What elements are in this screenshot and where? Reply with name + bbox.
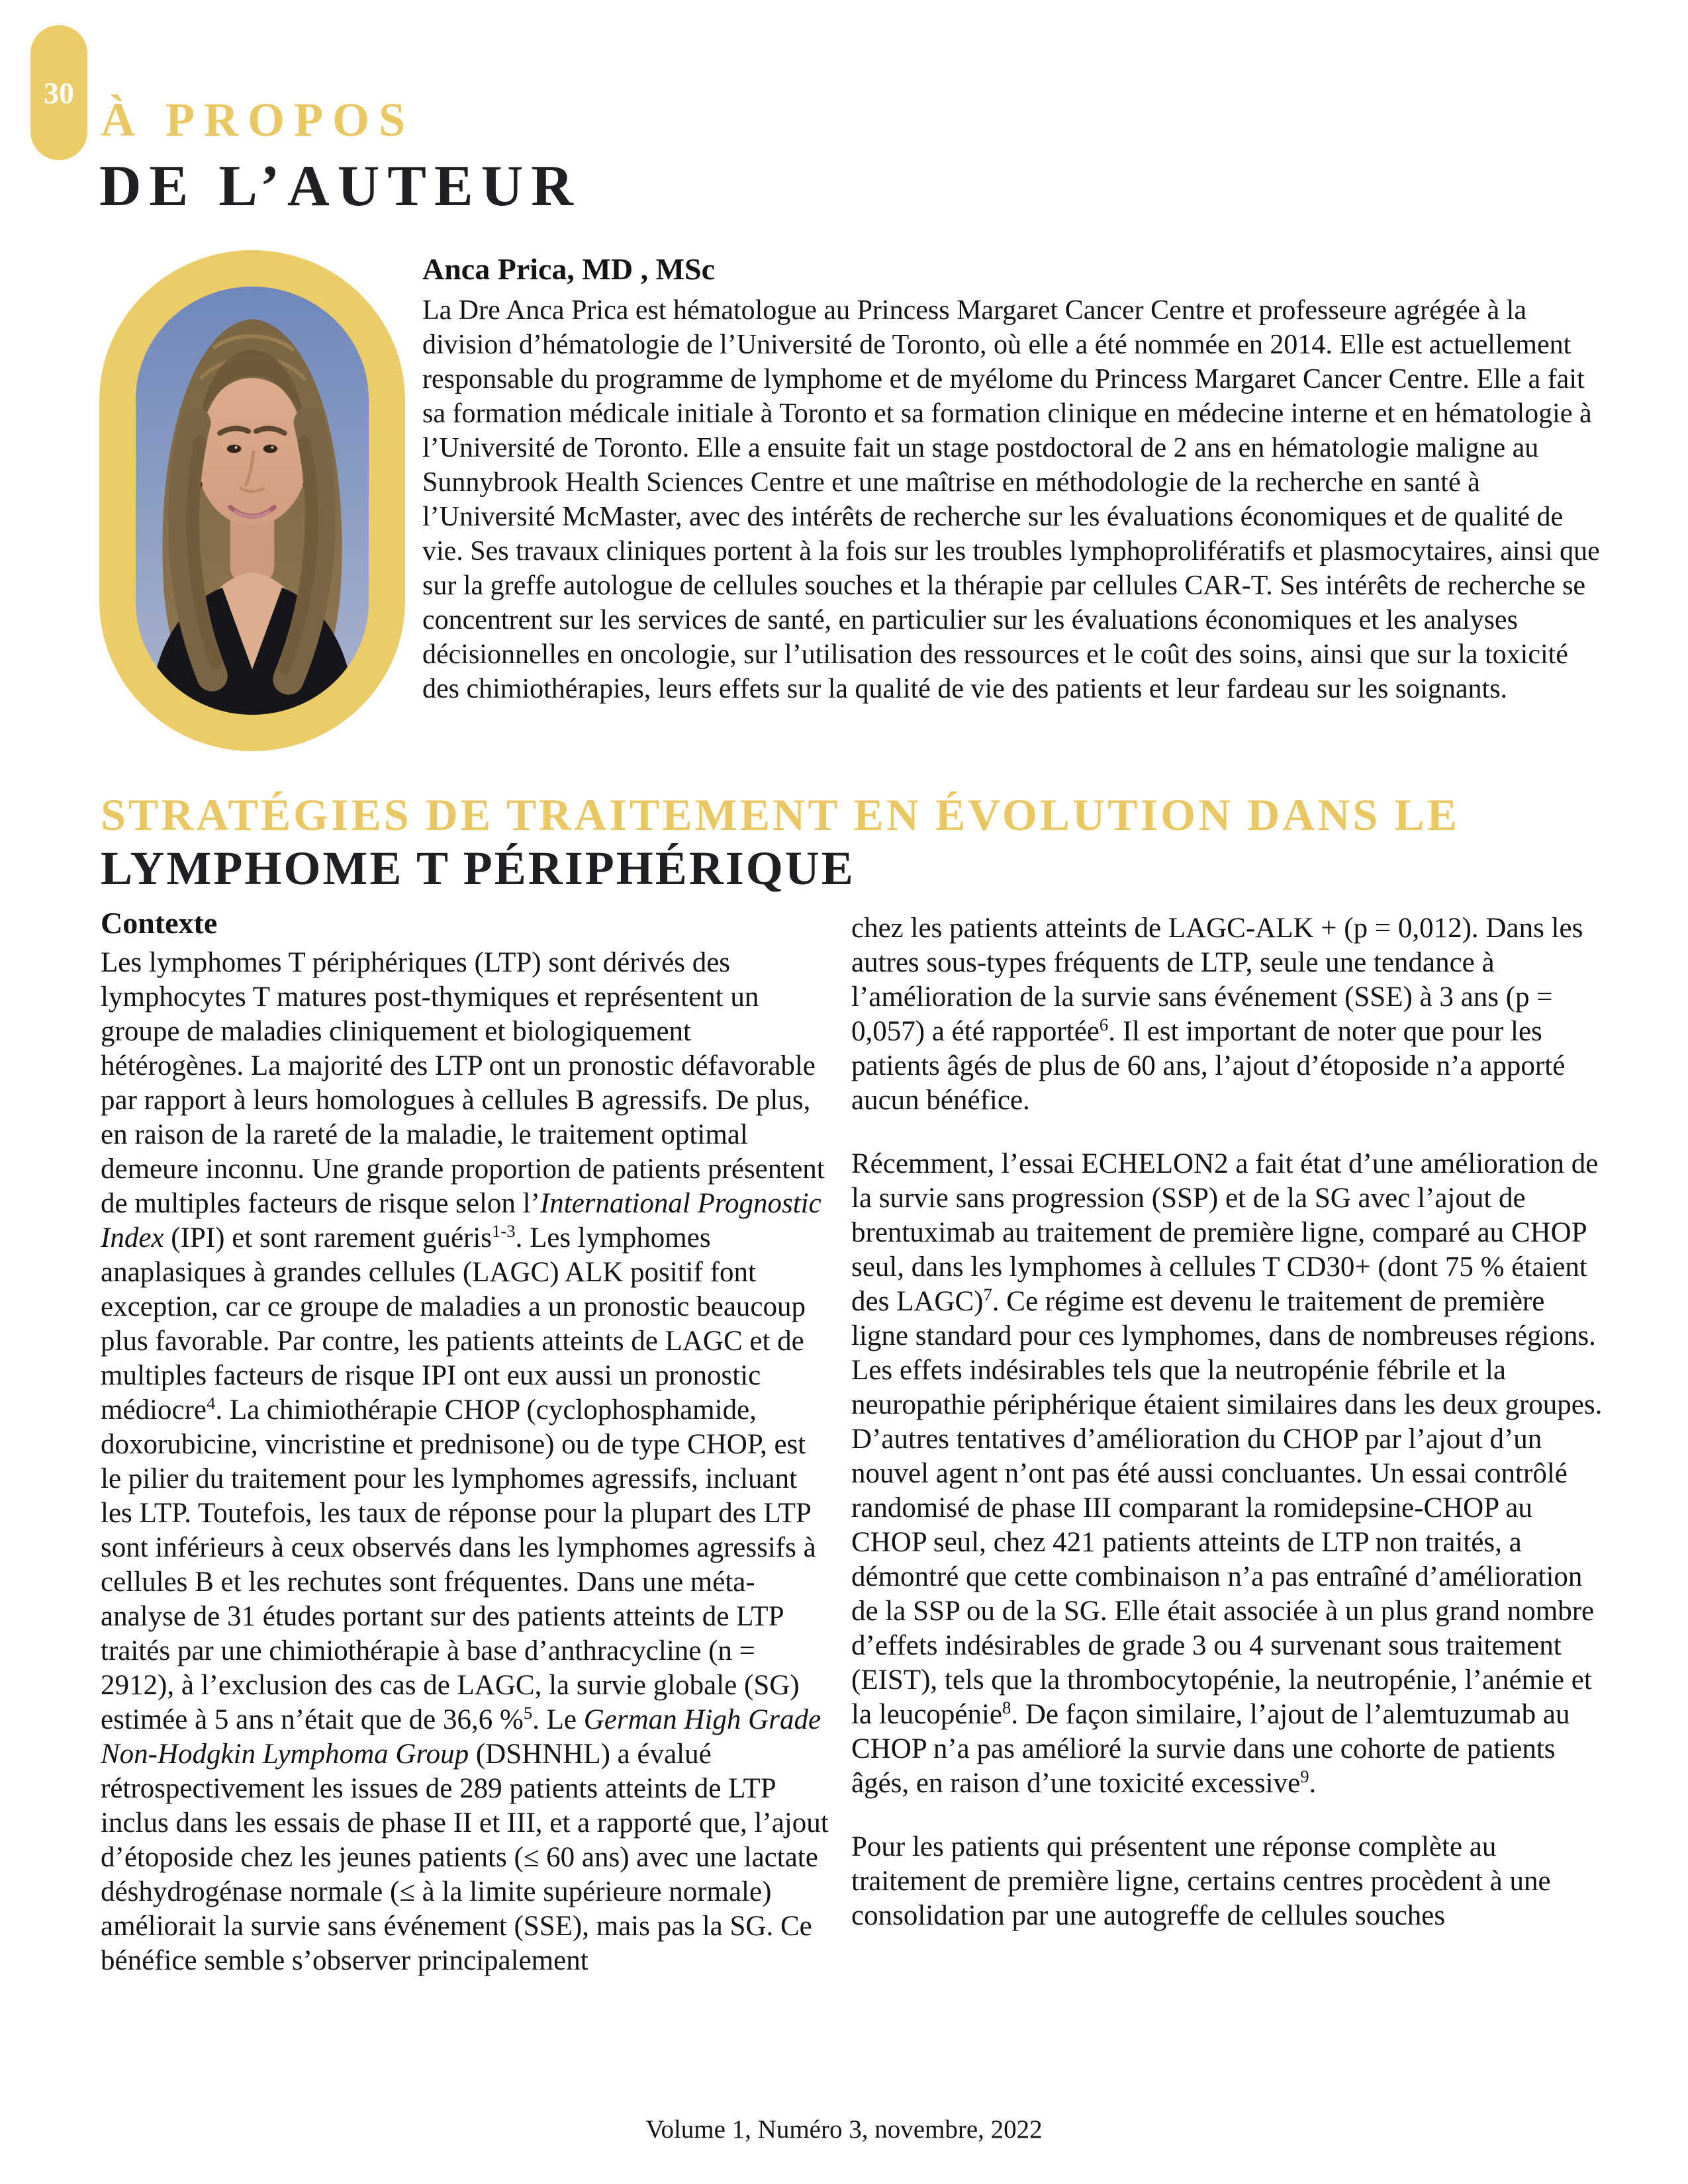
body-paragraph: Pour les patients qui présentent une réponse complète au traitement de première ligne, certains centres procèdent à une consolidation par une autogreffe de cellules souches bbox=[851, 1831, 1551, 1931]
body-paragraph: chez les patients atteints de LAGC-ALK + (p = 0,012). Dans les autres sous-types fréquents de LTP, seule une tendance à l’amélioration de la survie sans événement (SSE) à 3 ans (p = 0,057) a été rapportée$^6$. Il est important de noter que pour les patients âgés de plus de 60 ans, l’ajout d’étoposide n’a apporté aucun bénéfice. bbox=[851, 913, 1583, 1116]
body-paragraph: Les lymphomes T périphériques (LTP) sont dérivés des lymphocytes T matures post-thymiques et représentent un groupe de maladies cliniquement et biologiquement hétérogènes. La majorité des LTP ont un pronostic défavorable par rapport à leurs homologues à cellules B agressifs. De plus, en raison de la rareté de la maladie, le traitement optimal demeure inconnu. Une grande proportion de patients présentent de multiples facteurs de risque selon l’International Prognostic Index (IPI) et sont rarement guéris$^{1-3}$. Les lymphomes anaplasiques à grandes cellules (LAGC) ALK positif font exception, car ce groupe de maladies a un pronostic beaucoup plus favorable. Par contre, les patients atteints de LAGC et de multiples facteurs de risque IPI ont eux aussi un pronostic médiocre$^4$. La chimiothérapie CHOP (cyclophosphamide, doxorubicine, vincristine et prednisone) ou de type CHOP, est le pilier du traitement pour les lymphomes agressifs, incluant les LTP. Toutefois, les taux de réponse pour la plupart des LTP sont inférieurs à ceux observés dans les lymphomes agressifs à cellules B et les rechutes sont fréquentes. Dans une méta-analyse de 31 études portant sur des patients atteints de LTP traités par une chimiothérapie à base d’anthracycline (n = 2912), à l’exclusion des cas de LAGC, la survie globale (SG) estimée à 5 ans n’était que de 36,6 %$^5$. Le German High Grade Non-Hodgkin Lymphoma Group (DSHNHL) a évalué rétrospectivement les issues de 289 patients atteints de LTP inclus dans les essais de phase II et III, et a rapporté que, l’ajout d’étoposide chez les jeunes patients (≤ 60 ans) avec une lactate déshydrogénase normale (≤ à la limite supérieure normale) améliorait la survie sans événement (SSE), mais pas la SG. Ce bénéfice semble s’observer principalement bbox=[101, 947, 829, 1976]
author-portrait bbox=[136, 287, 369, 715]
author-photo-frame bbox=[99, 250, 405, 751]
page-number-badge bbox=[30, 25, 87, 160]
author-bio: La Dre Anca Prica est hématologue au Princess Margaret Cancer Centre et professeure agrégée à la division d’hématologie de l’Université de Toronto, où elle a été nommée en 2014. Elle est actuellement responsable du programme de lymphome et de myélome du Princess Margaret Cancer Centre. Elle a fait sa formation médicale initiale à Toronto et sa formation clinique en médecine interne et en hématologie à l’Université de Toronto. Elle a ensuite fait un stage postdoctoral de 2 ans en hématologie maligne au Sunnybrook Health Sciences Centre et une maîtrise en méthodologie de la recherche en santé à l’Université McMaster, avec des intérêts de recherche sur les évaluations économiques et de qualité de vie. Ses travaux cliniques portent à la fois sur les troubles lymphoprolifératifs et plasmocytaires, ainsi que sur la greffe autologue de cellules souches et la thérapie par cellules CAR-T. Ses intérêts de recherche se concentrent sur les services de santé, en particulier sur les évaluations économiques et les analyses décisionnelles en oncologie, sur l’utilisation des ressources et le coût des soins, ainsi que sur la toxicité des chimiothérapies, leurs effets sur la qualité de vie des patients et leur fardeau sur les soignants. bbox=[422, 295, 1600, 704]
context-heading: Contexte bbox=[101, 906, 218, 940]
article-title-line-2: LYMPHOME T PÉRIPHÉRIQUE bbox=[101, 842, 855, 895]
author-name: Anca Prica, MD , MSc bbox=[422, 252, 715, 286]
body-paragraph: Récemment, l’essai ECHELON2 a fait état d’une amélioration de la survie sans progression (SSP) et de la SG avec l’ajout de brentuximab au traitement de première ligne, comparé au CHOP seul, dans les lymphomes à cellules T CD30+ (dont 75 % étaient des LAGC)$^7$. Ce régime est devenu le traitement de première ligne standard pour ces lymphomes, dans de nombreuses régions. Les effets indésirables tels que la neutropénie fébrile et la neuropathie périphérique étaient similaires dans les deux groupes. D’autres tentatives d’amélioration du CHOP par l’ajout d’un nouvel agent n’ont pas été aussi concluantes. Un essai contrôlé randomisé de phase III comparant la romidepsine-CHOP au CHOP seul, chez 421 patients atteints de LTP non traités, a démontré que cette combinaison n’a pas entraîné d’amélioration de la SSP ou de la SG. Elle était associée à un plus grand nombre d’effets indésirables de grade 3 ou 4 survenant sous traitement (EIST), tels que la thrombocytopénie, la neutropénie, l’anémie et la leucopénie$^8$. De façon similaire, l’ajout de l’alemtuzumab au CHOP n’a pas amélioré la survie dans une cohorte de patients âgés, en raison d’une toxicité excessive$^9$. bbox=[851, 1148, 1603, 1799]
author-photo bbox=[136, 287, 369, 715]
article-column-left bbox=[101, 906, 833, 1978]
article-column-right bbox=[851, 911, 1605, 1933]
page-number: 30 bbox=[44, 75, 74, 110]
about-title-line-2: DE L’AUTEUR bbox=[99, 154, 581, 218]
page-footer: Volume 1, Numéro 3, novembre, 2022 bbox=[645, 2115, 1043, 2144]
article-title-line-1: STRATÉGIES DE TRAITEMENT EN ÉVOLUTION DANS LE bbox=[101, 790, 1460, 840]
about-title-line-1: À PROPOS bbox=[101, 93, 415, 146]
